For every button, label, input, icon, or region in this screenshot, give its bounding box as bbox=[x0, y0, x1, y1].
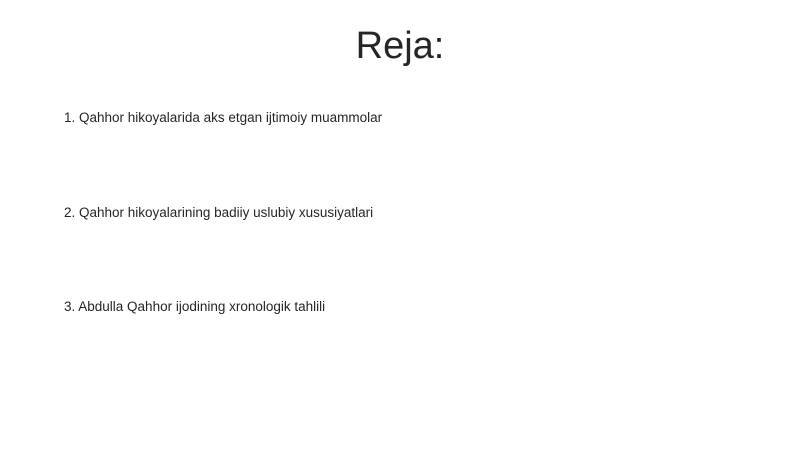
slide-title: Reja: bbox=[355, 25, 445, 67]
plan-item-1: 1. Qahhor hikoyalarida aks etgan ijtimoiy muammolar bbox=[64, 110, 383, 125]
plan-item-3: 3. Abdulla Qahhor ijodining xronologik tahlili bbox=[64, 299, 326, 314]
plan-item-2: 2. Qahhor hikoyalarining badiiy uslubiy xususiyatlari bbox=[64, 205, 374, 220]
